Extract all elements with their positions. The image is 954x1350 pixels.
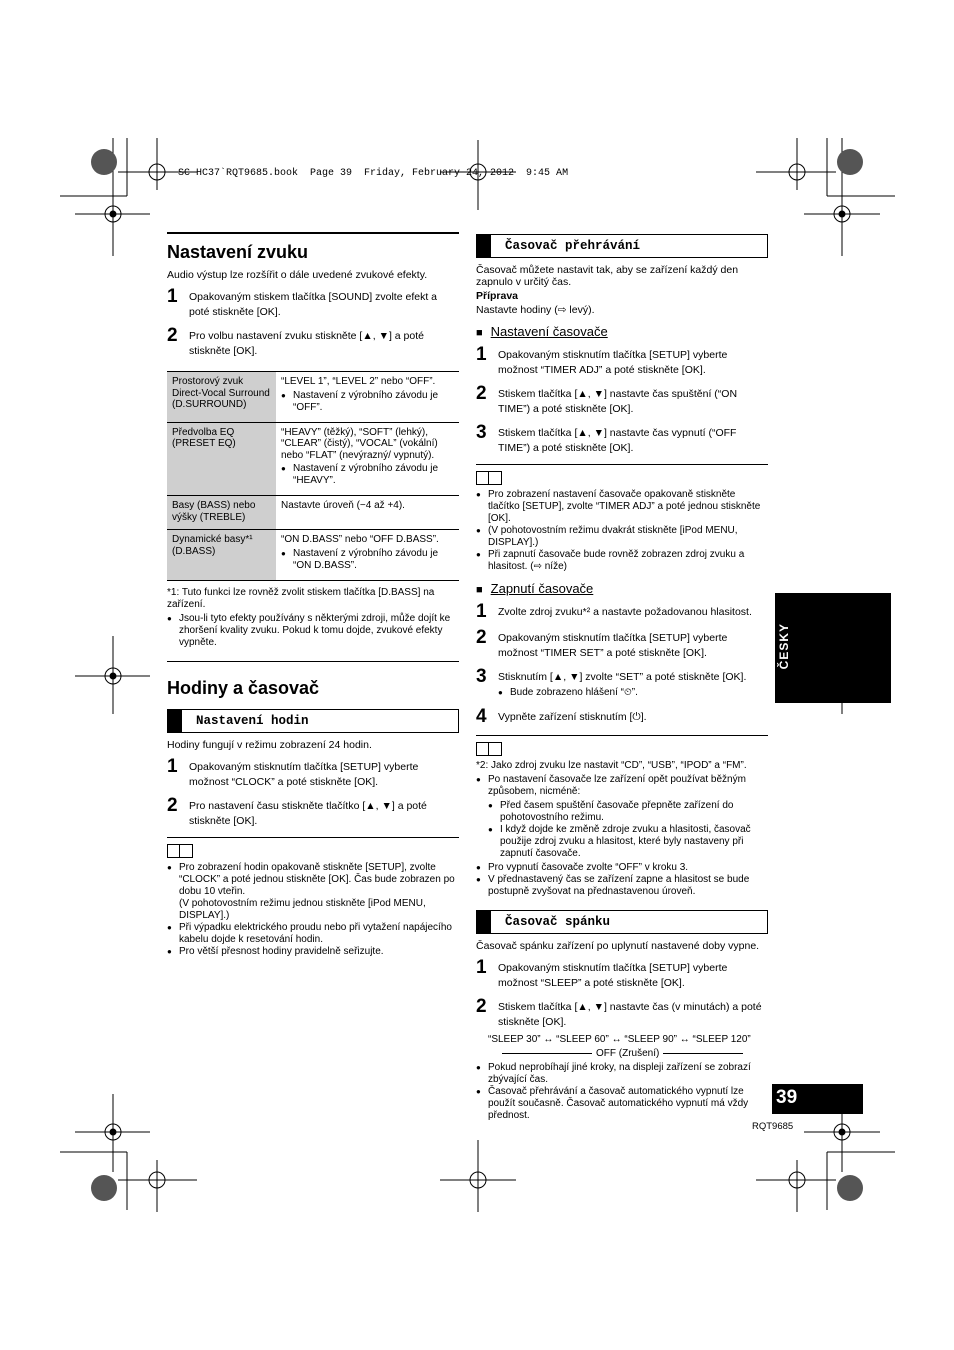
- sound-intro: Audio výstup lze rozšířit o dále uvedené zvukové efekty.: [167, 269, 428, 281]
- timer-on-notes: ● Po nastavení časovače lze zařízení opět používat běžným způsobem, nicméně:: [476, 774, 768, 798]
- timer-setup-notes: ● Pro zobrazení nastavení časovače opakovaně stiskněte tlačítko [SETUP], zvolte “TIMER ADJ” a poté jednou stiskněte [OK]. ● (V pohotovostním režimu dvakrát stiskněte [iPod MENU, DISPLAY].) ● Při zapnutí časovače bude rovněž zobrazen zdroj zvuku a hlasitost. (⇨ níže): [476, 489, 768, 573]
- left-column: [167, 232, 459, 960]
- clock-section-header: Nastavení hodin: [167, 709, 459, 733]
- timer-setup-step-3: 3 Stiskem tlačítka [▲, ▼] nastavte čas vypnutí (“OFF TIME”) a poté stiskněte [OK].: [476, 422, 737, 454]
- clock-step-1: 1 Opakovaným stisknutím tlačítka [SETUP] vyberte možnost “CLOCK” a poté stiskněte [OK].: [167, 755, 419, 788]
- timer-setup-step-2: 2 Stiskem tlačítka [▲, ▼] nastavte čas spuštění (“ON TIME”) a poté stiskněte [OK].: [476, 383, 738, 415]
- sound-step-1: 1 Opakovaným stiskem tlačítka [SOUND] zvolte efekt a poté stiskněte [OK].: [167, 286, 438, 318]
- sound-step-2: 2 Pro volbu nastavení zvuku stiskněte [▲, ▼] a poté stiskněte [OK].: [167, 325, 424, 357]
- timer-on-title: ■ Zapnutí časovače: [476, 581, 594, 596]
- clock-title: Hodiny a časovač: [167, 677, 320, 698]
- sleep-timer-section-header: Časovač spánku: [476, 910, 768, 934]
- timer-setup-step-1: 1 Opakovaným stisknutím tlačítka [SETUP] vyberte možnost “TIMER ADJ” a poté stiskněte [OK].: [476, 344, 728, 376]
- timer-on-step-2: 2 Opakovaným stisknutím tlačítka [SETUP] vyberte možnost “TIMER SET” a poté stiskněte [OK].: [476, 627, 728, 659]
- table-row: Prostorový zvuk Direct-Vocal Surround (D.SURROUND) “LEVEL 1”, “LEVEL 2” nebo “OFF”. ● Nastavení z výrobního závodu je “OFF”.: [167, 372, 459, 423]
- timer-on-step-1: 1 Zvolte zdroj zvuku*² a nastavte požadovanou hlasitost.: [476, 601, 752, 622]
- sound-title: Nastavení zvuku: [167, 232, 459, 263]
- note-book-icon: [476, 471, 502, 485]
- language-side-tab: ČESKY: [775, 593, 891, 703]
- right-column: Časovač přehrávání Časovač můžete nastavit tak, aby se zařízení každý den zapnulo v určitý čas. Příprava Nastavte hodiny (⇨ levý). ■ Nastavení časovače 1 Opakovaným stisknutím tlačítka [SETUP] vyberte možnost “TIMER ADJ” a poté stiskněte [OK]. 2 Stiskem tlačítka [▲, ▼] nastavte čas spuštění (“ON TIME”) a poté stiskněte [OK]. 3 Stiskem tlačítka [▲, ▼] nastavte čas vypnutí (“OFF TIME”) a poté stiskněte [OK]. ● Pro zobrazení nastavení časovače opakovaně stiskněte tlačítko [SETUP], zvolte “TIMER ADJ” a poté jednou stiskněte [OK]. ● (V pohotovostním režimu dvakrát stiskněte [iPod MENU, DISPLAY].) ● Při zapnutí časovače bude rovněž zobrazen zdroj zvuku a hlasitost. (⇨ níže) ■ Zapnutí časovače 1 Zvolte zdroj zvuku*² a nastavte požadovanou hlasitost. 2 Opakovaným stisknutím tlačítka [SETUP] vyberte možnost “TIMER SET” a poté stiskněte [OK]. 3 Stisknutím [▲, ▼] zvolte “SET” a poté stiskněte [OK]. ● Bude zobrazeno hlášení “⏲”. 4 Vypněte zařízení stisknutím [⏻]. *2: Jako zdroj zvuku lze nastavit “CD”, “USB”, “IPOD” a “FM”. ● Po nastavení časovače lze zařízení opět používat běžným způsobem, nicméně: ● Před časem spuštění časovače přepněte zařízení do pohotovostního režimu. ● I když dojde ke změně zdroje zvuku a hlasitosti, časovač použije zdroj zvuku a hlasitost, které byly nastaveny při zapnutí časovače. ● Pro vypnutí časovače zvolte “OFF” v kroku 3. ● V přednastavený čas se zařízení zapne a hlasitost se bude postupně zvyšovat na přednastavenou úroveň. Časovač spánku Časovač spánku zařízení po uplynutí nastavené doby vypne. 1 Opakovaným stisknutím tlačítka [SETUP] vyberte možnost “SLEEP” a poté stiskněte [OK]. 2 Stiskem tlačítka [▲, ▼] nastavte čas (v minutách) a poté stiskněte [OK]. “SLEEP 30” ↔ “SLEEP 60” ↔ “SLEEP 90” ↔ “SLEEP 120” OFF (Zrušení) ● Pokud neprobíhají jiné kroky, na displeji zařízení se zobrazí zbývající čas. ● Časovač přehrávání a časovač automatického vypnutí lze použít současně. Časovač automatického vypnutí má vždy přednost.: [476, 234, 768, 1124]
- page-number-box: 39: [772, 1084, 863, 1114]
- prep-text: Nastavte hodiny (⇨ levý).: [476, 304, 595, 316]
- sleep-intro: Časovač spánku zařízení po uplynutí nastavené doby vypne.: [476, 940, 760, 952]
- timer-on-step-3: 3 Stisknutím [▲, ▼] zvolte “SET” a poté stiskněte [OK]. ● Bude zobrazeno hlášení “⏲”.: [476, 667, 768, 701]
- clock-step-2: 2 Pro nastavení času stiskněte tlačítko [▲, ▼] a poté stiskněte [OK].: [167, 794, 427, 827]
- play-timer-intro: Časovač můžete nastavit tak, aby se zařízení každý den zapnulo v určitý čas.: [476, 264, 739, 288]
- note-book-icon: [476, 742, 502, 756]
- sleep-notes: ● Pokud neprobíhají jiné kroky, na displeji zařízení se zobrazí zbývající čas. ● Časovač přehrávání a časovač automatického vypnutí lze použít současně. Časovač automatického vypnutí má vždy přednost.: [476, 1062, 768, 1122]
- clock-notes: ● Pro zobrazení hodin opakovaně stiskněte [SETUP], zvolte “CLOCK” a poté jednou stiskněte [OK]. Čas bude zobrazen po dobu 10 vteřin. (V pohotovostním režimu jednou stiskněte [iPod MENU, DISPLAY].) ● Při výpadku elektrického proudu nebo při vytažení napájecího kabelu dojde k resetování hodin. ● Pro větší přesnost hodiny pravidelně seřizujte.: [167, 862, 459, 958]
- book-header-line: SC-HC37`RQT9685.book Page 39 Friday, February 24, 2012 9:45 AM: [178, 168, 569, 179]
- note-book-icon: [167, 844, 193, 858]
- sleep-step-1: 1 Opakovaným stisknutím tlačítka [SETUP] vyberte možnost “SLEEP” a poté stiskněte [OK].: [476, 957, 728, 989]
- clock-intro: Hodiny fungují v režimu zobrazení 24 hodin.: [167, 738, 372, 751]
- sound-effects-table: [167, 371, 459, 581]
- play-timer-section-header: Časovač přehrávání: [476, 234, 768, 258]
- sound-footnote: *1: Tuto funkci lze rovněž zvolit stiskem tlačítka [D.BASS] na zařízení.: [167, 586, 435, 610]
- timer-on-step-4: 4 Vypněte zařízení stisknutím [⏻].: [476, 706, 647, 727]
- sleep-cycle-line: “SLEEP 30” ↔ “SLEEP 60” ↔ “SLEEP 90” ↔ “SLEEP 120”: [488, 1034, 751, 1045]
- sound-note-list: ● Jsou-li tyto efekty používány s některými zdroji, může dojít ke zhoršení kvality zvuku. Pokud k tomu dojde, zvukové efekty vypněte.: [167, 613, 459, 649]
- prep-label: Příprava: [476, 290, 519, 302]
- table-row: Předvolba EQ (PRESET EQ) “HEAVY” (těžký), “SOFT” (lehký), “CLEAR” (čistý), “VOCAL” (vokální) nebo “FLAT” (nevýrazný/ vypnutý). ● Nastavení z výrobního závodu je “HEAVY”.: [167, 422, 459, 496]
- sleep-step-2: 2 Stiskem tlačítka [▲, ▼] nastavte čas (v minutách) a poté stiskněte [OK].: [476, 996, 762, 1028]
- model-code: RQT9685: [752, 1121, 794, 1132]
- table-row: Basy (BASS) nebo výšky (TREBLE) Nastavte úroveň (−4 až +4).: [167, 496, 459, 530]
- table-row: Dynamické basy*¹ (D.BASS) “ON D.BASS” nebo “OFF D.BASS”. ● Nastavení z výrobního závodu je “ON D.BASS”.: [167, 530, 459, 581]
- timer-footnote: *2: Jako zdroj zvuku lze nastavit “CD”, “USB”, “IPOD” a “FM”.: [476, 760, 747, 771]
- timer-setup-title: ■ Nastavení časovače: [476, 324, 608, 339]
- sleep-cycle-off: OFF (Zrušení): [476, 1048, 768, 1060]
